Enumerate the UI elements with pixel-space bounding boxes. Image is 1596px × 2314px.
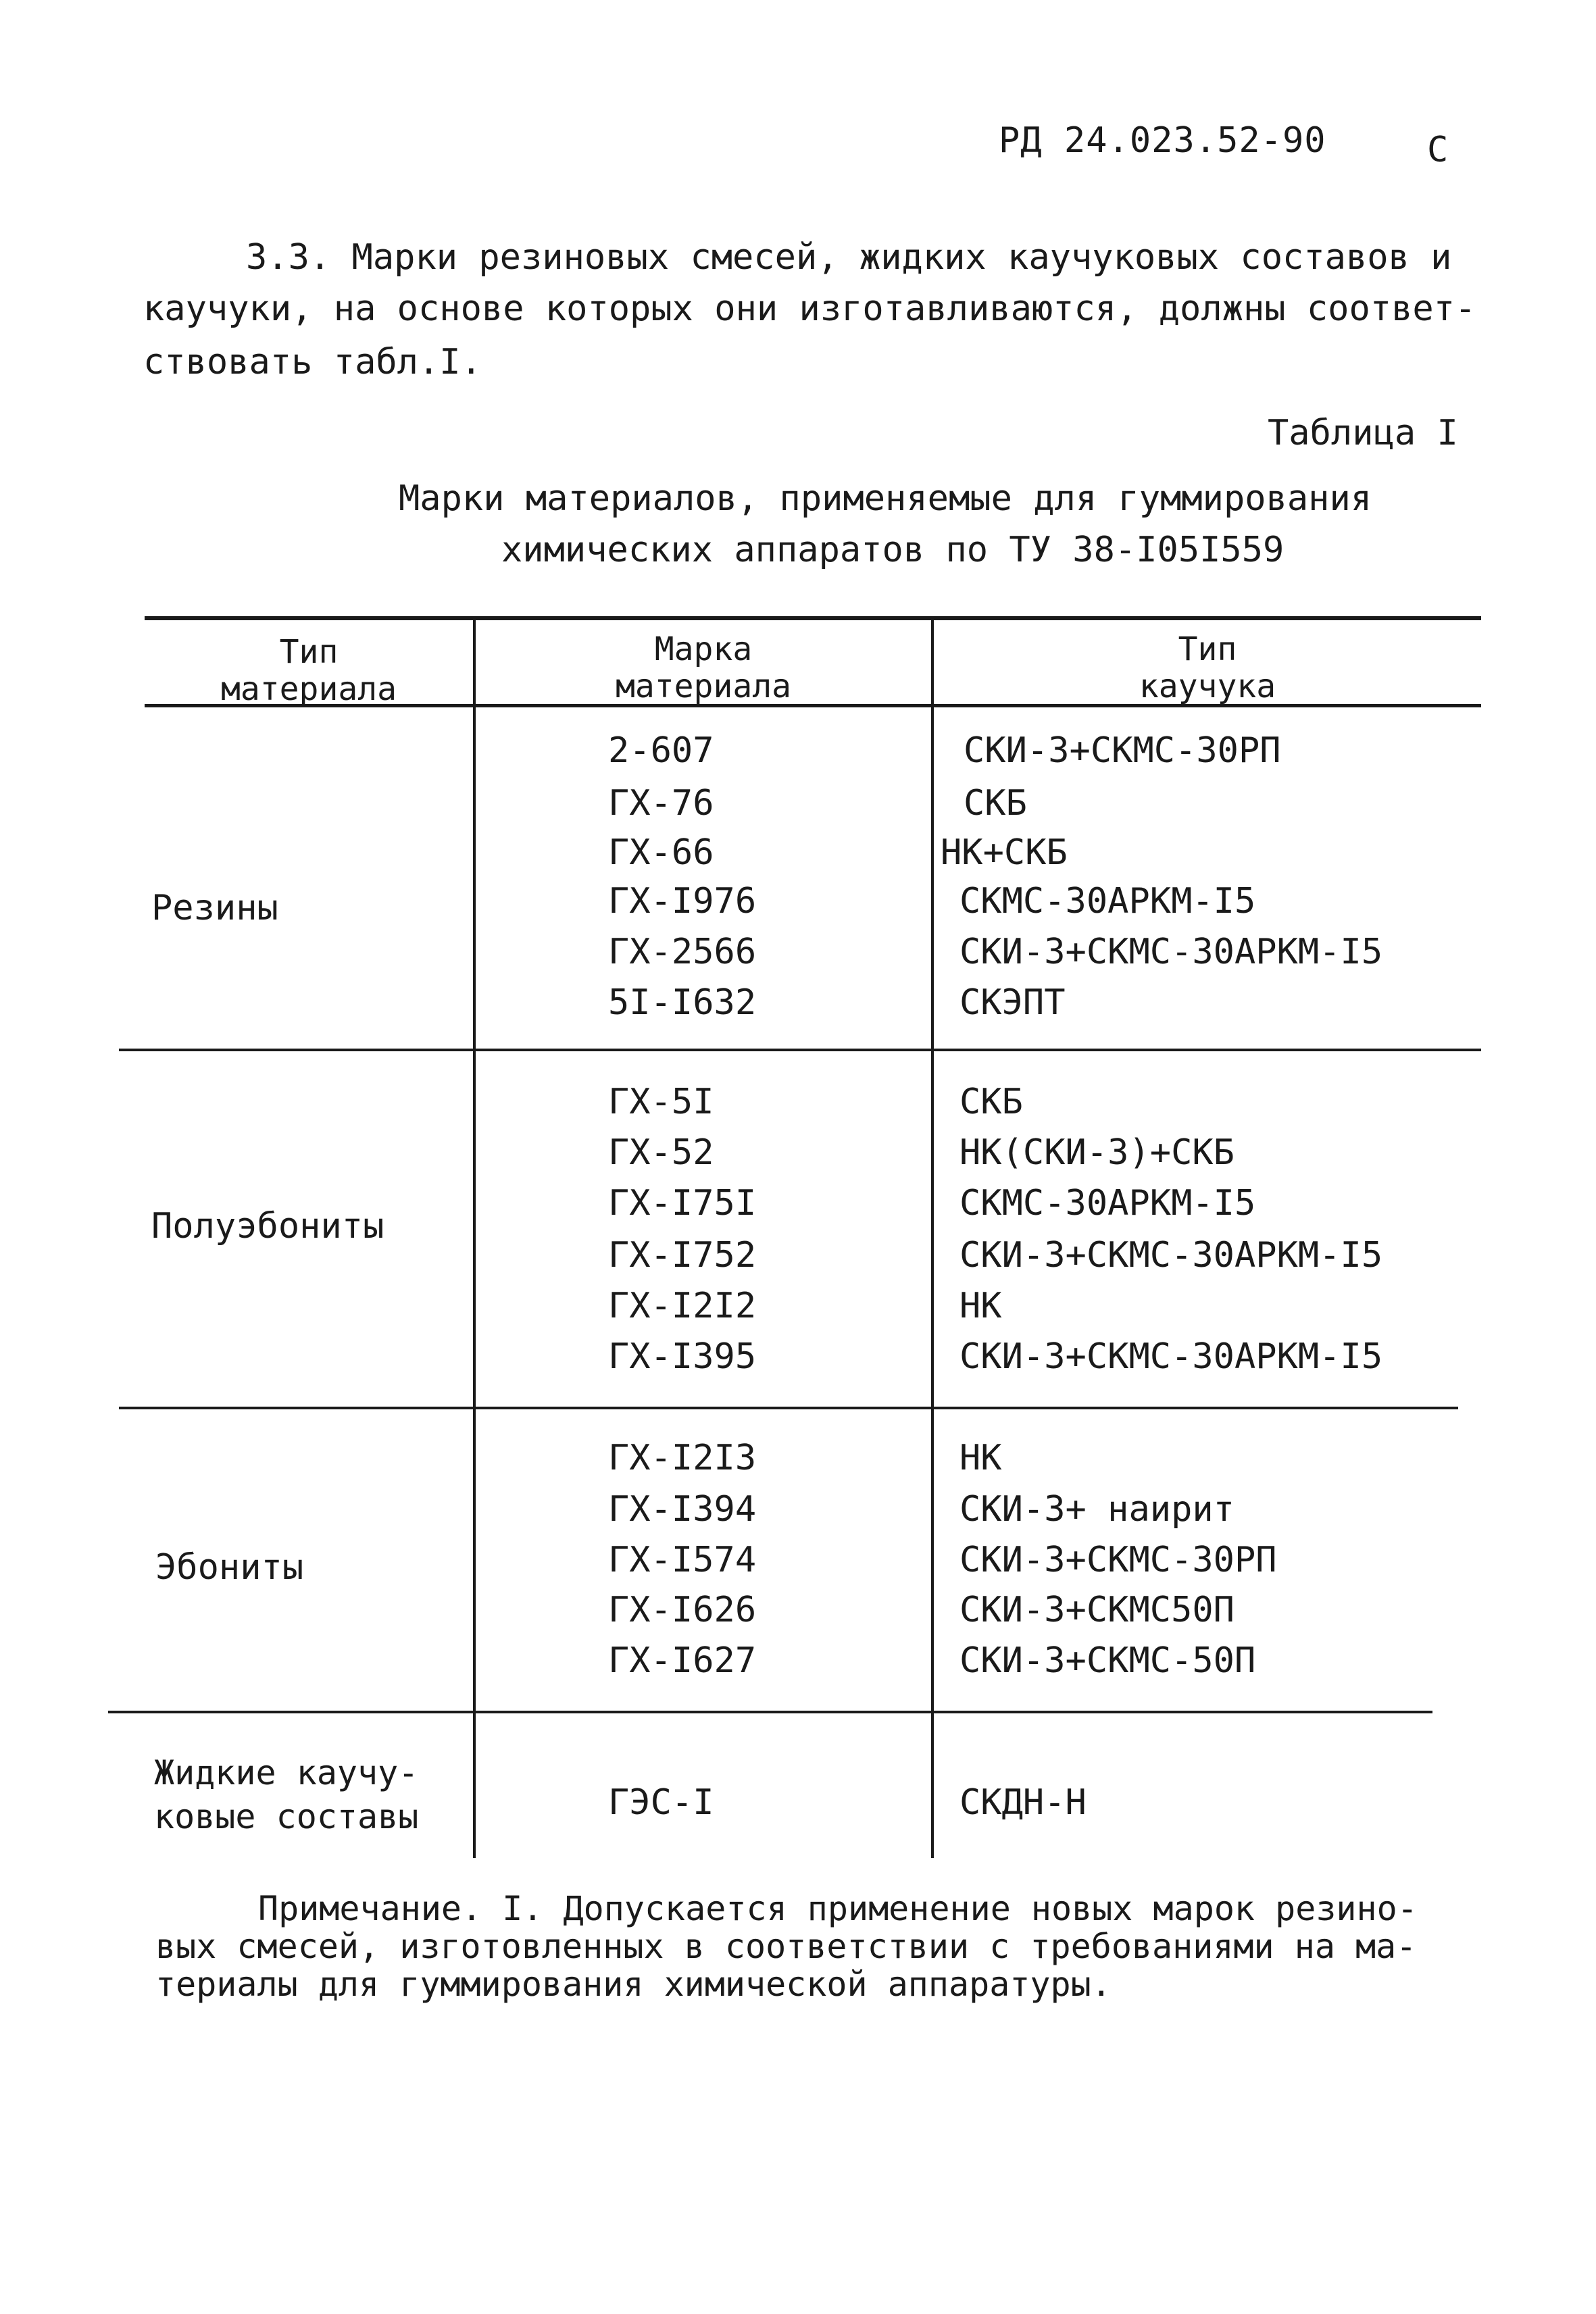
note-line-2: вых смесей, изготовленных в соответствии с требованиями на ма-	[155, 1927, 1417, 1966]
rubber-cell: СКДН-Н	[959, 1782, 1087, 1823]
intro-line-2: каучуки, на основе которых они изготавливаются, должны соответ-	[143, 288, 1476, 329]
grade-cell: ГХ-52	[608, 1132, 714, 1173]
rubber-cell: СКИ-3+СКМС-30АРКМ-I5	[959, 1235, 1383, 1276]
grade-cell: 2-607	[608, 730, 714, 771]
header-rubber-type	[934, 631, 1481, 705]
grade-cell: 5I-I632	[608, 982, 757, 1023]
rubber-cell: НК	[959, 1438, 1002, 1478]
rubber-cell: СКИ-3+СКМС50П	[959, 1590, 1235, 1630]
rubber-cell: НК+СКБ	[941, 832, 1068, 873]
header-text: каучука	[1139, 668, 1276, 706]
group-divider	[108, 1711, 1432, 1713]
rubber-cell: НК(СКИ-3)+СКБ	[959, 1132, 1235, 1173]
grade-cell: ГХ-I2I3	[608, 1438, 757, 1478]
note-line-3: териалы для гуммирования химической аппаратуры.	[155, 1965, 1112, 2004]
grade-cell: ГХ-2566	[608, 932, 757, 972]
rubber-cell: СКИ-3+СКМС-30РП	[959, 1540, 1277, 1580]
rubber-cell: СКМС-30АРКМ-I5	[959, 881, 1256, 922]
rubber-cell: СКИ-3+СКМС-50П	[959, 1640, 1256, 1681]
header-text: Тип	[279, 633, 339, 671]
grade-cell: ГХ-5I	[608, 1082, 714, 1122]
group-type-label	[154, 1751, 418, 1839]
intro-line-3: ствовать табл.I.	[143, 342, 482, 382]
grade-cell: ГХ-I976	[608, 881, 757, 922]
group-type-line: ковые составы	[154, 1797, 419, 1836]
page-number: С	[1427, 130, 1449, 170]
header-text: материала	[615, 668, 792, 706]
rubber-cell: СКМС-30АРКМ-I5	[959, 1183, 1256, 1224]
group-type-label: Полуэбониты	[151, 1206, 384, 1247]
column-divider	[931, 620, 934, 1858]
rubber-cell: НК	[959, 1286, 1002, 1326]
grade-cell: ГХ-I75I	[608, 1183, 757, 1224]
grade-cell: ГХ-I752	[608, 1235, 757, 1276]
table-number: Таблица I	[1268, 413, 1458, 453]
rubber-cell: СКИ-3+СКМС-30АРКМ-I5	[959, 1336, 1383, 1377]
header-text: Тип	[1178, 630, 1237, 668]
grade-cell: ГХ-I627	[608, 1640, 757, 1681]
note-line-1: Примечание. I. Допускается применение новых марок резино-	[258, 1889, 1418, 1928]
group-type-label: Резины	[151, 888, 278, 928]
grade-cell: ГХ-I626	[608, 1590, 757, 1630]
column-divider	[473, 620, 476, 1858]
header-text: Марка	[654, 630, 753, 668]
grade-cell: ГХ-I394	[608, 1489, 757, 1530]
grade-cell: ГХ-I574	[608, 1540, 757, 1580]
table-caption-line-2: химических аппаратов по ТУ 38-I05I559	[501, 530, 1285, 570]
table-top-rule	[145, 616, 1481, 620]
rubber-cell: СКБ	[959, 1082, 1023, 1122]
group-divider	[119, 1049, 1481, 1051]
grade-cell: ГХ-66	[608, 832, 714, 873]
document-code: РД 24.023.52-90	[999, 120, 1326, 161]
intro-line-1: 3.3. Марки резиновых смесей, жидких каучуковых составов и	[246, 237, 1452, 278]
rubber-cell: СКИ-3+СКМС-30РП	[964, 730, 1281, 771]
rubber-cell: СКЭПТ	[959, 982, 1066, 1023]
group-type-label: Эбониты	[155, 1547, 304, 1588]
group-type-line: Жидкие каучу-	[154, 1753, 419, 1792]
header-material-type	[145, 634, 473, 708]
group-divider	[119, 1407, 1458, 1409]
grade-cell: ГХ-I395	[608, 1336, 757, 1377]
grade-cell: ГХ-I2I2	[608, 1286, 757, 1326]
rubber-cell: СКИ-3+ наирит	[959, 1489, 1235, 1530]
grade-cell: ГЭС-I	[608, 1782, 714, 1823]
header-material-grade	[476, 631, 931, 705]
grade-cell: ГХ-76	[608, 783, 714, 824]
rubber-cell: СКБ	[964, 783, 1027, 824]
header-text: материала	[220, 670, 397, 709]
rubber-cell: СКИ-3+СКМС-30АРКМ-I5	[959, 932, 1383, 972]
table-caption-line-1: Марки материалов, применяемые для гуммирования	[399, 478, 1372, 519]
